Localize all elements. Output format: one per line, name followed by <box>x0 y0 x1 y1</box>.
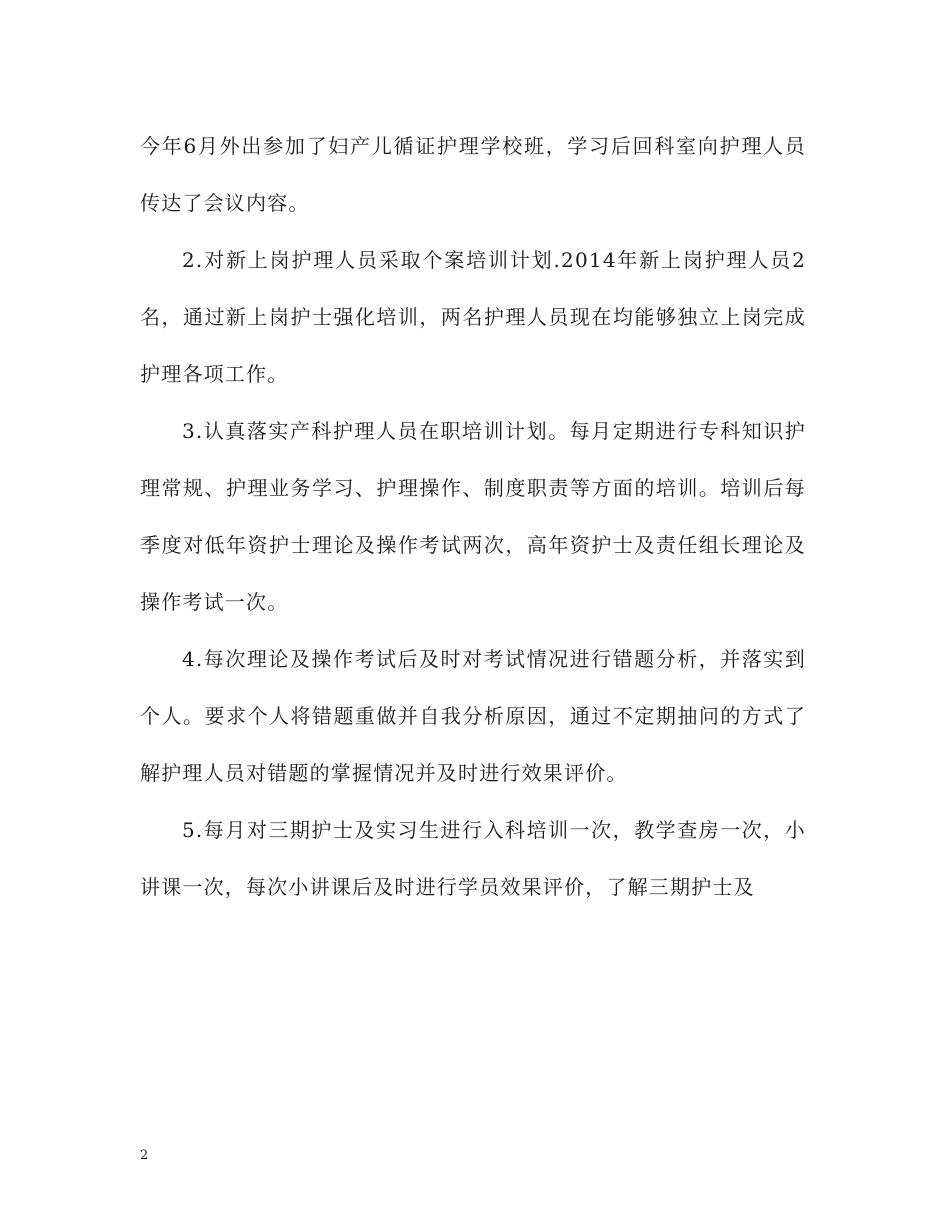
paragraph-continuation: 今年6月外出参加了妇产儿循证护理学校班，学习后回科室向护理人员传达了会议内容。 <box>140 134 806 215</box>
paragraph-item-3: 3.认真落实产科护理人员在职培训计划。每月定期进行专科知识护理常规、护理业务学习、护理操作、制度职责等方面的培训。培训后每季度对低年资护士理论及操作考试两次，高年资护士及责任组长理论及操作考试一次。 <box>140 419 806 614</box>
paragraph-item-5: 5.每月对三期护士及实习生进行入科培训一次，教学查房一次，小讲课一次，每次小讲课后及时进行学员效果评价，了解三期护士及 <box>140 818 806 899</box>
paragraph-item-4: 4.每次理论及操作考试后及时对考试情况进行错题分析，并落实到个人。要求个人将错题重做并自我分析原因，通过不定期抽问的方式了解护理人员对错题的掌握情况并及时进行效果评价。 <box>140 647 806 785</box>
paragraph-item-2: 2.对新上岗护理人员采取个案培训计划.2014年新上岗护理人员2名，通过新上岗护士强化培训，两名护理人员现在均能够独立上岗完成护理各项工作。 <box>140 248 806 386</box>
page-number: 2 <box>140 1148 149 1163</box>
body-text <box>140 118 806 916</box>
